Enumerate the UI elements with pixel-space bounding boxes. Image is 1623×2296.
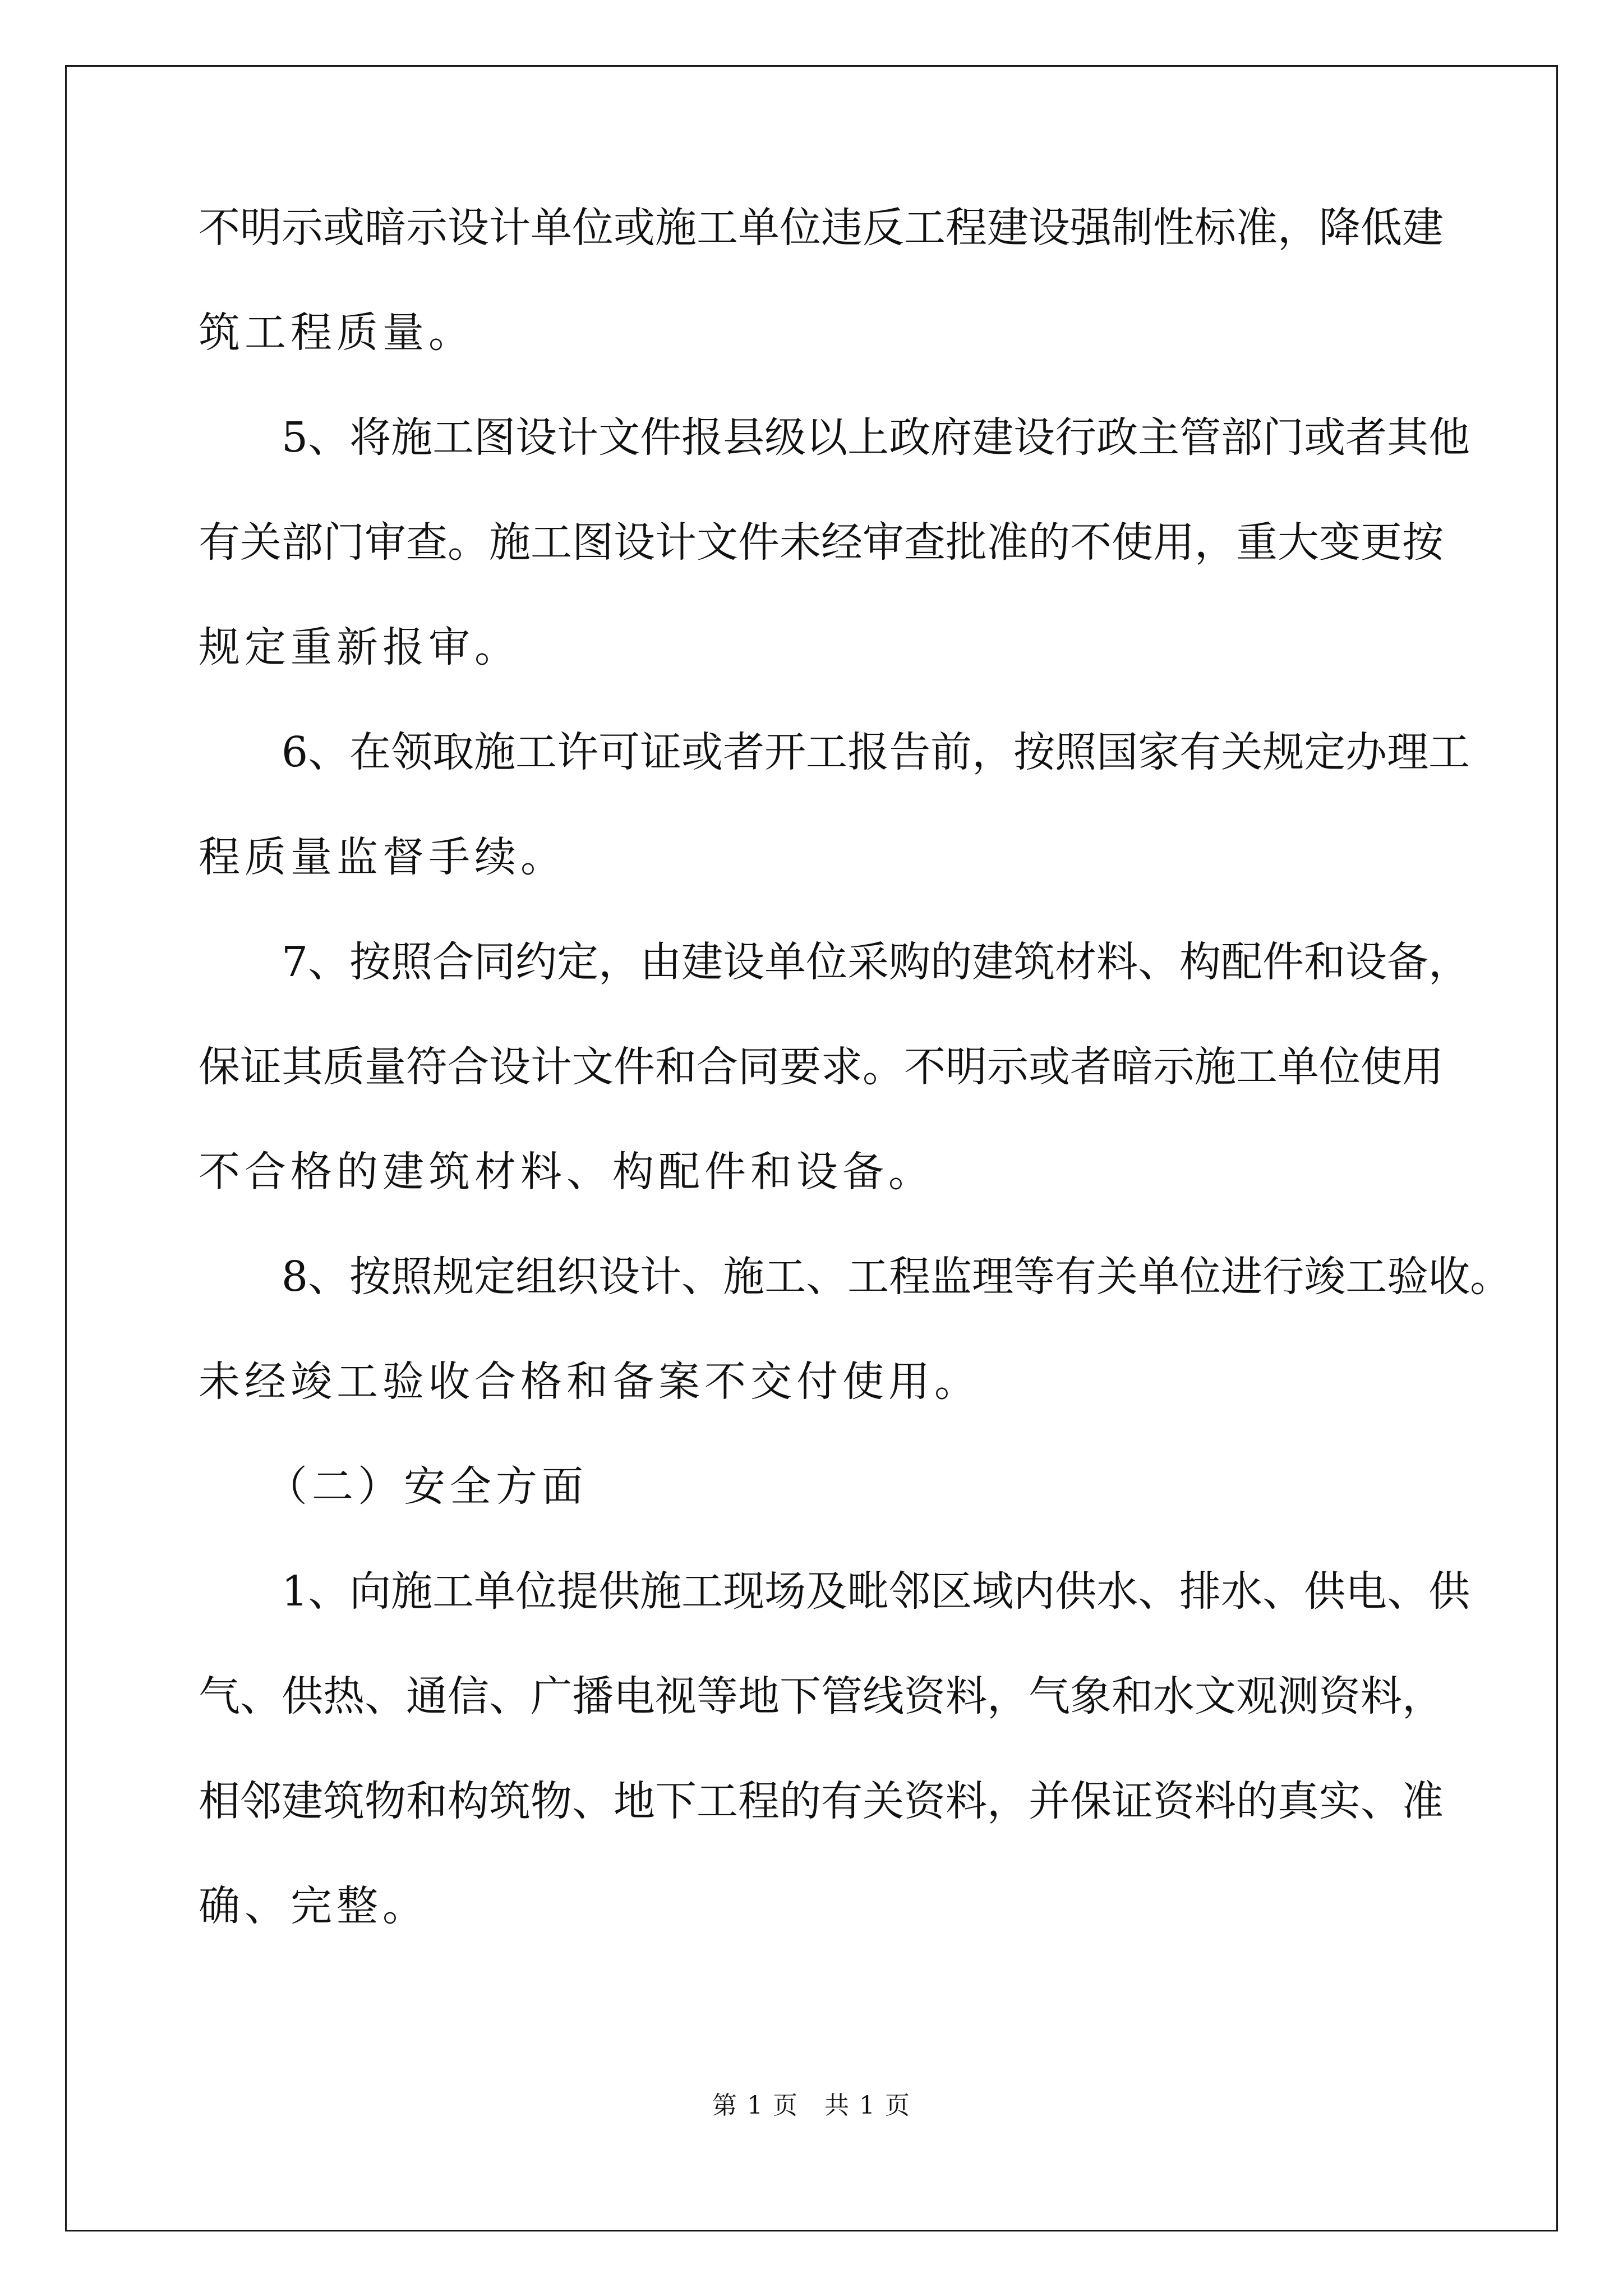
text-line: 未经竣工验收合格和备案不交付使用。 xyxy=(199,1358,980,1406)
text-line: 7、按照合同约定，由建设单位采购的建筑材料、构配件和设备， xyxy=(282,938,1470,986)
page-number: 第 1 页 共 1 页 xyxy=(712,2091,911,2120)
text-line: 筑工程质量。 xyxy=(199,309,474,357)
text-line: 气、供热、通信、广播电视等地下管线资料，气象和水文观测资料， xyxy=(199,1672,1444,1720)
text-line: 8、按照规定组织设计、施工、工程监理等有关单位进行竣工验收。 xyxy=(282,1253,1512,1301)
text-line: 相邻建筑物和构筑物、地下工程的有关资料，并保证资料的真实、准 xyxy=(199,1777,1444,1825)
text-line: 不合格的建筑材料、构配件和设备。 xyxy=(199,1148,934,1196)
text-line: 程质量监督手续。 xyxy=(199,833,566,881)
text-line: 6、在领取施工许可证或者开工报告前，按照国家有关规定办理工 xyxy=(282,728,1470,776)
document-body xyxy=(199,202,1512,1932)
text-line: 5、将施工图设计文件报县级以上政府建设行政主管部门或者其他 xyxy=(282,413,1470,462)
text-line: 不明示或暗示设计单位或施工单位违反工程建设强制性标准，降低建 xyxy=(199,204,1444,252)
text-line: 确、完整。 xyxy=(199,1882,428,1930)
text-line: 规定重新报审。 xyxy=(199,623,520,671)
text-line: 保证其质量符合设计文件和合同要求。不明示或者暗示施工单位使用 xyxy=(199,1043,1444,1091)
section-heading: （二）安全方面 xyxy=(266,1462,588,1511)
text-line: 1、向施工单位提供施工现场及毗邻区域内供水、排水、供电、供 xyxy=(282,1567,1470,1616)
text-line: 有关部门审查。施工图设计文件未经审查批准的不使用，重大变更按 xyxy=(199,518,1444,567)
